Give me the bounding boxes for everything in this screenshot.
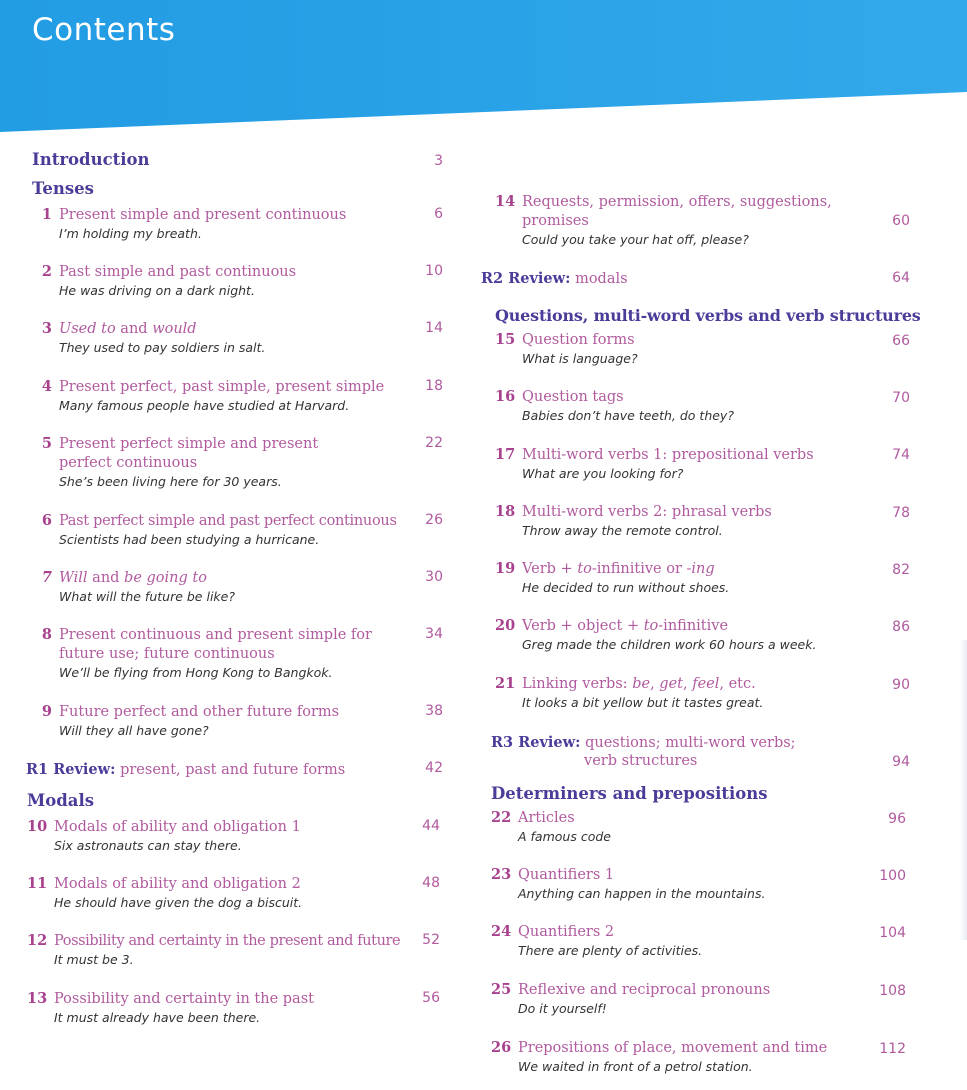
unit-subtitle: We waited in front of a petrol station.: [518, 1059, 753, 1074]
unit-title: Multi-word verbs 2: phrasal verbs: [522, 504, 772, 520]
unit-subtitle: She’s been living here for 30 years.: [59, 474, 282, 489]
page-number: 14: [425, 320, 443, 336]
page-number: 26: [425, 512, 443, 528]
page-number: 22: [425, 435, 443, 451]
unit-number: 6: [41, 512, 52, 529]
unit-number: 11: [27, 875, 48, 892]
page-number: 112: [879, 1041, 906, 1057]
unit-title: Verb + to-infinitive or -ing: [522, 561, 715, 577]
page-number: 70: [892, 390, 910, 406]
unit-number: 20: [495, 617, 516, 634]
page-number: 44: [422, 818, 440, 834]
unit-subtitle: Will they all have gone?: [59, 723, 209, 738]
page-number: 94: [892, 754, 910, 770]
unit-title: Present simple and present continuous: [59, 207, 347, 223]
review-entry-r3[interactable]: R3 Review: questions; multi-word verbs;: [491, 734, 796, 751]
unit-subtitle: Babies don’t have teeth, do they?: [522, 408, 734, 423]
unit-subtitle: They used to pay soldiers in salt.: [59, 340, 266, 355]
page-number: 10: [425, 263, 443, 279]
unit-title: Modals of ability and obligation 1: [54, 819, 301, 835]
page-number: 34: [425, 626, 443, 642]
page-number: 90: [892, 677, 910, 693]
unit-number: 12: [27, 932, 48, 949]
page-number: 30: [425, 569, 443, 585]
unit-number: 17: [495, 446, 516, 463]
unit-title: Articles: [518, 810, 575, 826]
unit-subtitle: There are plenty of activities.: [518, 943, 703, 958]
page-number: 108: [879, 983, 906, 999]
unit-title: Present continuous and present simple for future use; future continuous: [59, 627, 372, 662]
unit-title: Quantifiers 1: [518, 867, 615, 883]
unit-subtitle: It must already have been there.: [54, 1010, 261, 1025]
page-number: 18: [425, 378, 443, 394]
review-entry-r3-line2: verb structures: [584, 753, 698, 769]
unit-number: 1: [41, 206, 52, 223]
unit-title: Modals of ability and obligation 2: [54, 876, 301, 892]
unit-subtitle: Six astronauts can stay there.: [54, 838, 242, 853]
unit-subtitle: It looks a bit yellow but it tastes great.: [522, 695, 764, 710]
unit-title: Present perfect, past simple, present simple: [59, 379, 385, 395]
unit-title: Quantifiers 2: [518, 924, 615, 940]
section-heading-questions: Questions, multi-word verbs and verb structures: [495, 306, 921, 325]
unit-number: 3: [41, 320, 52, 337]
page-number: 60: [892, 213, 910, 229]
page-number: 38: [425, 703, 443, 719]
section-introduction[interactable]: Introduction: [32, 150, 150, 169]
unit-subtitle: What are you looking for?: [522, 466, 684, 481]
unit-number: 7: [41, 569, 52, 586]
unit-subtitle: A famous code: [518, 829, 611, 844]
unit-title: Used to and would: [59, 321, 197, 337]
unit-number: 5: [41, 435, 52, 452]
unit-title: Past simple and past continuous: [59, 264, 297, 280]
unit-number: 8: [41, 626, 52, 643]
unit-title: Possibility and certainty in the past: [54, 991, 314, 1007]
unit-subtitle: He was driving on a dark night.: [59, 283, 255, 298]
unit-number: 15: [495, 331, 516, 348]
page-edge-shadow: [959, 640, 967, 940]
page-number: 6: [434, 206, 443, 222]
unit-number: 19: [495, 560, 516, 577]
unit-title: Future perfect and other future forms: [59, 704, 340, 720]
page-number: 66: [892, 333, 910, 349]
unit-number: 13: [27, 990, 48, 1007]
page-number: 100: [879, 868, 906, 884]
unit-title: Question tags: [522, 389, 624, 405]
page-number: 48: [422, 875, 440, 891]
unit-subtitle: Many famous people have studied at Harvard.: [59, 398, 350, 413]
unit-title: Reflexive and reciprocal pronouns: [518, 982, 771, 998]
unit-subtitle: I’m holding my breath.: [59, 226, 202, 241]
unit-number: 24: [491, 923, 512, 940]
page-number: 74: [892, 447, 910, 463]
page-number: 52: [422, 932, 440, 948]
page-number: 96: [888, 811, 906, 827]
unit-number: 14: [495, 193, 516, 210]
unit-subtitle: Anything can happen in the mountains.: [518, 886, 766, 901]
page-number: 64: [892, 270, 910, 286]
unit-subtitle: He should have given the dog a biscuit.: [54, 895, 303, 910]
unit-title: Linking verbs: be, get, feel, etc.: [522, 676, 756, 692]
unit-subtitle: What is language?: [522, 351, 638, 366]
page-number: 42: [425, 760, 443, 776]
unit-subtitle: Do it yourself!: [518, 1001, 607, 1016]
unit-subtitle: We’ll be flying from Hong Kong to Bangkok.: [59, 665, 333, 680]
unit-subtitle: Could you take your hat off, please?: [522, 232, 749, 247]
section-heading-modals: Modals: [27, 791, 95, 810]
unit-title: Possibility and certainty in the present and future: [54, 933, 401, 949]
section-heading-determiners: Determiners and prepositions: [491, 784, 768, 803]
review-entry-r1[interactable]: R1 Review: present, past and future forms: [26, 761, 346, 778]
page-number: 104: [879, 925, 906, 941]
unit-number: 9: [41, 703, 52, 720]
unit-subtitle: It must be 3.: [54, 952, 134, 967]
unit-subtitle: What will the future be like?: [59, 589, 235, 604]
unit-number: 4: [41, 378, 52, 395]
unit-title: Past perfect simple and past perfect continuous: [59, 513, 397, 529]
unit-title: Requests, permission, offers, suggestions, promises: [522, 194, 832, 229]
unit-number: 18: [495, 503, 516, 520]
unit-number: 23: [491, 866, 512, 883]
unit-title: Verb + object + to-infinitive: [522, 618, 729, 634]
unit-title: Will and be going to: [59, 570, 207, 586]
unit-title: Multi-word verbs 1: prepositional verbs: [522, 447, 814, 463]
unit-subtitle: Greg made the children work 60 hours a week.: [522, 637, 817, 652]
page-number: 78: [892, 505, 910, 521]
unit-number: 22: [491, 809, 512, 826]
unit-subtitle: Throw away the remote control.: [522, 523, 723, 538]
unit-title: Question forms: [522, 332, 635, 348]
unit-number: 26: [491, 1039, 512, 1056]
unit-title: Present perfect simple and present perfect continuous: [59, 436, 319, 471]
unit-subtitle: Scientists had been studying a hurricane.: [59, 532, 320, 547]
unit-number: 21: [495, 675, 516, 692]
page-number: 82: [892, 562, 910, 578]
unit-number: 10: [27, 818, 48, 835]
unit-number: 2: [41, 263, 52, 280]
page-number: 3: [434, 153, 443, 169]
unit-subtitle: He decided to run without shoes.: [522, 580, 730, 595]
page-number: 56: [422, 990, 440, 1006]
section-heading-tenses: Tenses: [32, 179, 94, 198]
page-title: Contents: [32, 12, 176, 48]
unit-title: Prepositions of place, movement and time: [518, 1040, 828, 1056]
unit-number: 25: [491, 981, 512, 998]
review-entry-r2[interactable]: R2 Review: modals: [481, 270, 628, 287]
page-number: 86: [892, 619, 910, 635]
unit-number: 16: [495, 388, 516, 405]
